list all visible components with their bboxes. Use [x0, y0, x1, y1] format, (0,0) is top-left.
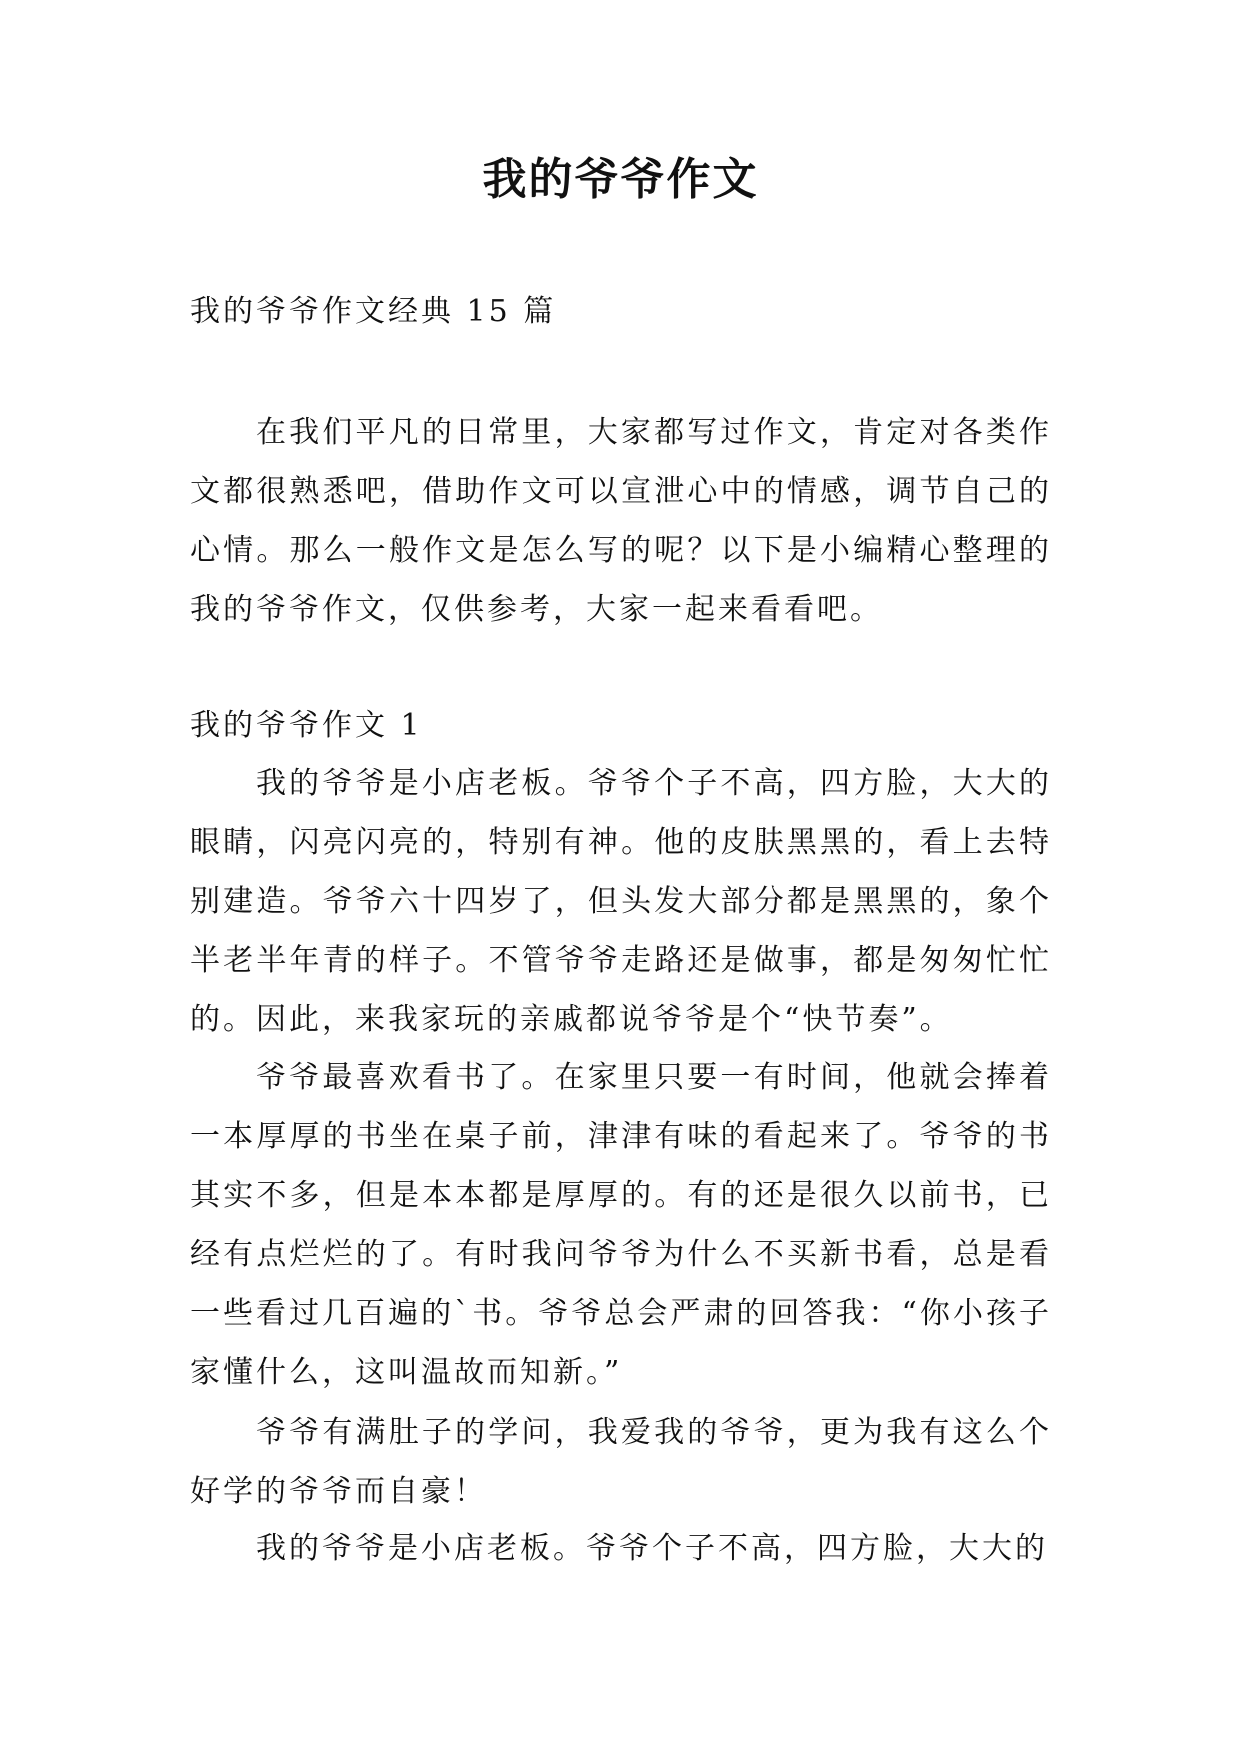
document-title: 我的爷爷作文 [482, 154, 759, 205]
intro-paragraph: 在我们平凡的日常里，大家都写过作文，肯定对各类作文都很熟悉吧，借助作文可以宣泄心中的情感，调节自己的心情。那么一般作文是怎么写的呢？以下是小编精心整理的我的爷爷作文，仅供参考，大家一起来看看吧。 [190, 415, 1052, 627]
body-paragraph: 爷爷最喜欢看书了。在家里只要一有时间，他就会捧着一本厚厚的书坐在桌子前，津津有味的看起来了。爷爷的书其实不多，但是本本都是厚厚的。有的还是很久以前书，已经有点烂烂的了。有时我问爷爷为什么不买新书看，总是看一些看过几百遍的`书。爷爷总会严肃的回答我：“你小孩子家懂什么，这叫温故而知新。” [190, 1060, 1052, 1390]
body-paragraph: 我的爷爷是小店老板。爷爷个子不高，四方脸，大大的眼睛，闪亮闪亮的，特别有神。他的皮肤黑黑的，看上去特别建造。爷爷六十四岁了，但头发大部分都是黑黑的，象个半老半年青的样子。不管爷爷走路还是做事，都是匆匆忙忙的。因此，来我家玩的亲戚都说爷爷是个“快节奏”。 [190, 766, 1052, 1037]
document-subtitle: 我的爷爷作文经典 15 篇 [190, 294, 557, 329]
body-paragraph: 我的爷爷是小店老板。爷爷个子不高，四方脸，大大的 [256, 1531, 1048, 1566]
body-paragraph: 爷爷有满肚子的学问，我爱我的爷爷，更为我有这么个好学的爷爷而自豪！ [190, 1415, 1052, 1509]
section-heading: 我的爷爷作文 1 [190, 708, 423, 743]
